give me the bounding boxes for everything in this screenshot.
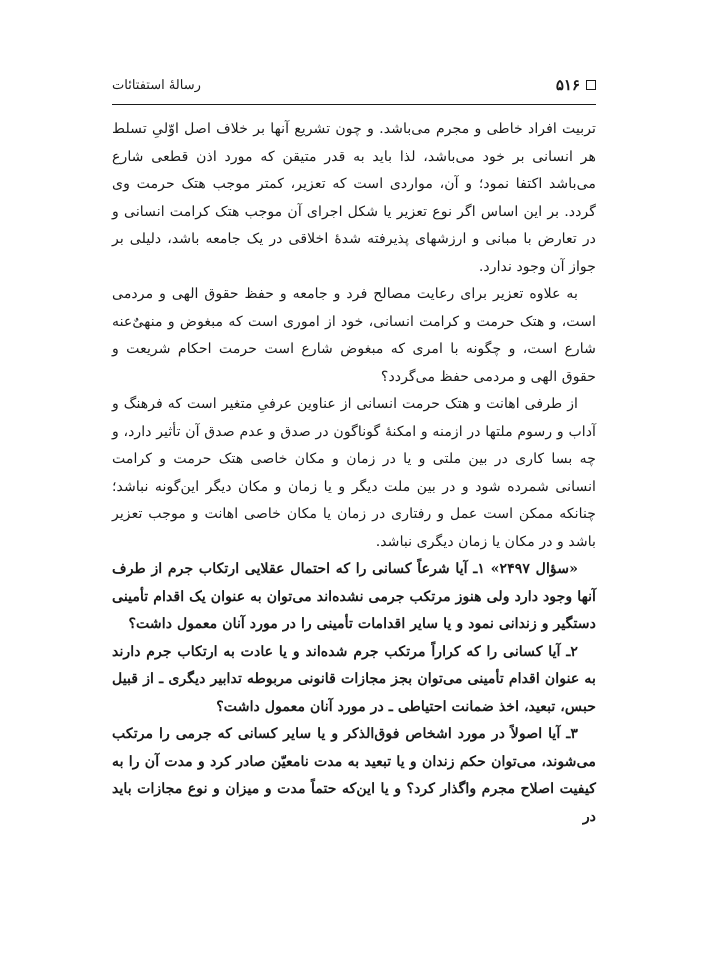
question-3: ۳ـ آیا اصولاً در مورد اشخاص فوق‌الذکر و یا سایر کسانی که جرمی را مرتکب می‌شوند، می‌توان حکم زندان و یا تبعید به مدت نامعیّن صادر کرد و مدت آن را به کیفیت اصلاح مجرم واگذار کرد؟ و یا این‌که حتماً مدت و میزان و نوع مجازات باید در — [112, 726, 596, 825]
paragraph-1: تربیت افراد خاطی و مجرم می‌باشد. و چون تشریع آنها بر خلاف اصل اوّلیِ تسلط هر انسانی بر خود می‌باشد، لذا باید به قدر متیقن که مورد اذن قطعی شارع می‌باشد اکتفا نمود؛ و آن، مواردی است که تعزیر، کمتر موجب هتک حرمت وی گردد. بر این اساس اگر نوع تعزیر یا شکل اجرای آن موجب هتک کرامت انسانی و در تعارض با مبانی و ارزشهای پذیرفته شدهٔ اخلاقی در یک جامعه باشد، دلیلی بر جواز آن وجود ندارد. — [112, 121, 596, 275]
page-number: ۵۱۶ — [555, 76, 580, 94]
square-box-icon — [586, 80, 596, 90]
question-2: ۲ـ آیا کسانی را که کراراً مرتکب جرم شده‌اند و یا عادت به ارتکاب جرم دارند به عنوان اقدام تأمینی می‌توان بجز مجازات قانونی مربوطه تدابیر دیگری ـ از قبیل حبس، تبعید، اخذ ضمانت احتیاطی ـ در مورد آنان معمول داشت؟ — [112, 643, 596, 715]
page-number-group — [556, 76, 596, 94]
running-title: رسالهٔ استفتائات — [112, 78, 201, 93]
paragraph-3: از طرفی اهانت و هتک حرمت انسانی از عناوین عرفیِ متغیر است که فرهنگ و آداب و رسوم ملتها در ازمنه و امکنهٔ گوناگون در صدق و عدم صدق آن تأثیر دارد، و چه بسا کاری در بین ملتی و یا در زمان و مکان خاصی هتک حرمت و کرامت انسانی شمرده شود و در بین ملت دیگر و یا زمان و مکان دیگر این‌گونه نباشد؛ چنانکه ممکن است عمل و رفتاری در زمان یا مکان خاصی اهانت و موجب تعزیر باشد و در مکان یا زمان دیگری نباشد. — [112, 396, 596, 550]
paragraph-2: به علاوه تعزیر برای رعایت مصالح فرد و جامعه و حفظ حقوق الهی و مردمی است، و هتک حرمت و کرامت انسانی، خود از اموری است که مبغوض و منهیٌ‌عنه شارع است، و چگونه با امری که مبغوض شارع است حرمت احکام شریعت و حقوق الهی و مردمی حفظ می‌گردد؟ — [112, 286, 596, 385]
header-rule — [112, 104, 596, 105]
page-header — [112, 76, 596, 104]
body-text — [112, 116, 596, 831]
question-1: «سؤال ۲۴۹۷» ۱ـ آیا شرعاً کسانی را که احتمال عقلایی ارتکاب جرم از طرف آنها وجود دارد ولی هنوز مرتکب جرمی نشده‌اند می‌توان به عنوان یک اقدام تأمینی دستگیر و زندانی نمود و یا سایر اقدامات تأمینی را در مورد آنان معمول داشت؟ — [112, 561, 596, 632]
